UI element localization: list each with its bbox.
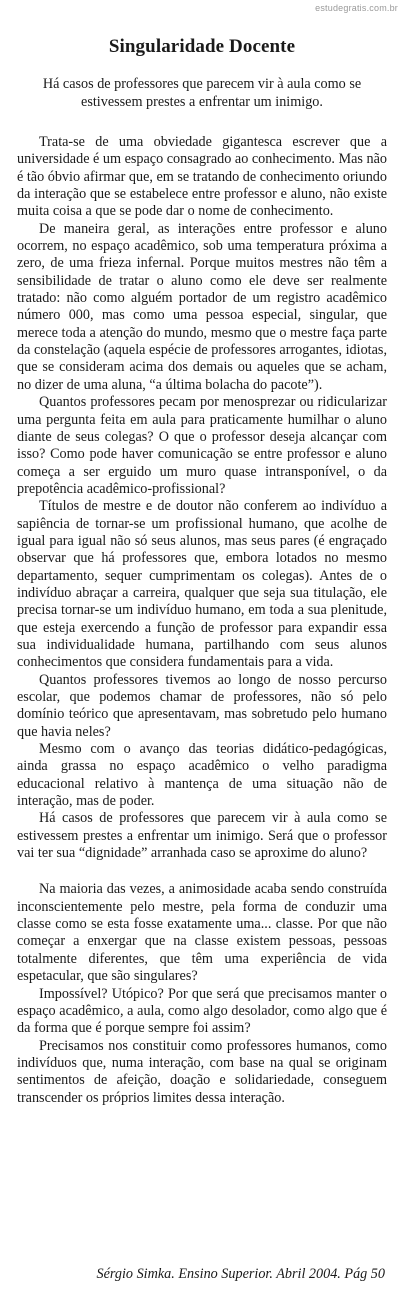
- paragraph: De maneira geral, as interações entre professor e aluno ocorrem, no espaço acadêmico, sob uma temperatura próxima a zero, de uma frieza infernal. Porque muitos mestres não têm a sensibilidade de tratar o aluno como ele deve ser realmente tratado: não como alguém portador de um registro acadêmico número 000, mas como uma pessoa especial, singular, que merece toda a atenção do mundo, mesmo que o mestre faça parte da constelação (aquela espécie de professores arrogantes, idiotas, que se consideram acima dos demais ou aqueles que se acham, no dizer de uma aluna, “a última bolacha do pacote”).: [17, 220, 387, 393]
- paragraph: Quantos professores pecam por menosprezar ou ridicularizar uma pergunta feita em aula para praticamente humilhar o aluno diante de seus colegas? O que o professor deseja alcançar com isso? Como pode haver comunicação se entre professor e aluno começa a ser erguido um muro quase intransponível, o da prepotência acadêmico-profissional?: [17, 394, 387, 497]
- paragraph: Na maioria das vezes, a animosidade acaba sendo construída inconscientemente pelo mestre, pela forma de conduzir uma classe como se esta fosse exatamente uma... classe. Por que não começar a enxergar que na classe existem pessoas, pessoas totalmente diferentes, que têm uma experiência de vida espetacular, que são singulares?: [17, 881, 387, 985]
- paragraph: Mesmo com o avanço das teorias didático-pedagógicas, ainda grassa no espaço acadêmico o velho paradigma educacional relativo à mantença de uma situação não de interação, mas de poder.: [17, 741, 387, 810]
- article-body-section-2: [17, 881, 387, 1106]
- paragraph: Precisamos nos constituir como professores humanos, como indivíduos que, numa interação, com base na qual se originam sentimentos de afeição, doação e solidariedade, conseguem transcender os próprios limites dessa interação.: [17, 1037, 387, 1106]
- paragraph: Trata-se de uma obviedade gigantesca escrever que a universidade é um espaço consagrado ao conhecimento. Mas não é tão óbvio afirmar que, em se tratando de conhecimento oriundo da interação que se estabelece entre professor e aluno, não existe muita coisa a que se pode dar o nome de conhecimento.: [17, 134, 387, 220]
- article-title: Singularidade Docente: [108, 36, 296, 57]
- article: [17, 36, 387, 1107]
- paragraph: Há casos de professores que parecem vir à aula como se estivessem prestes a enfrentar um inimigo. Será que o professor vai ter sua “dignidade” arranhada caso se aproxime do aluno?: [17, 810, 387, 862]
- paragraph: Impossível? Utópico? Por que será que precisamos manter o espaço acadêmico, a aula, como algo desolador, como algo que é da forma que é porque sempre foi assim?: [17, 985, 387, 1037]
- article-body-section-1: [17, 134, 387, 862]
- paragraph: Títulos de mestre e de doutor não conferem ao indivíduo a sapiência de tornar-se um profissional humano, que acolhe de igual para igual não só seus alunos, mas seus pares (é engraçado observar que há professores que, embora lotados no mesmo departamento, sequer cumprimentam os colegas). Antes de o indivíduo abraçar a carreira, qualquer que seja sua titulação, ele precisa tornar-se um indivíduo humano, em toda a sua plenitude, que esteja exercendo a função de professor para expandir essa sua individualidade humana, partilhando com seus alunos conhecimentos que considera fundamentais para a vida.: [17, 498, 387, 671]
- article-signature: Sérgio Simka. Ensino Superior. Abril 2004. Pág 50: [96, 1266, 385, 1282]
- paragraph: Quantos professores tivemos ao longo de nosso percurso escolar, que podemos chamar de professores, não só pelo domínio teórico que apresentavam, mas sobretudo pelo humano que havia neles?: [17, 671, 387, 740]
- watermark: estudegratis.com.br: [315, 3, 398, 13]
- article-epigraph: Há casos de professores que parecem vir à aula como se estivessem prestes a enfrentar um inimigo.: [42, 76, 362, 110]
